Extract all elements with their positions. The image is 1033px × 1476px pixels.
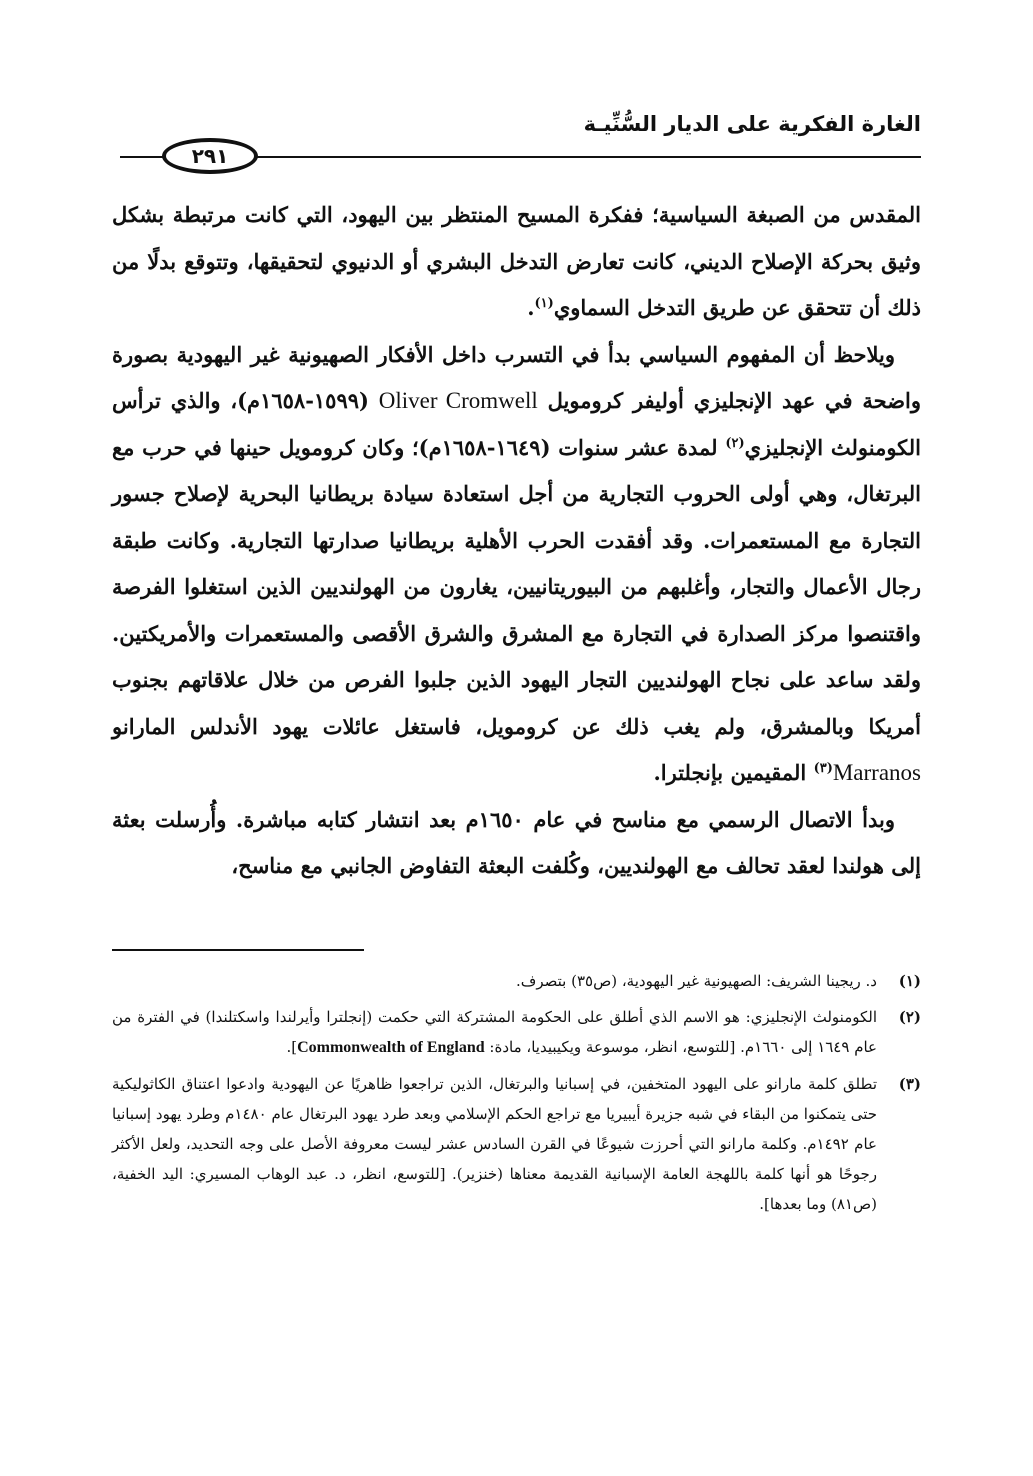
p1-text-a: المقدس من الصبغة السياسية؛ ففكرة المسيح المنتظر بين اليهود، التي كانت مرتبطة بشكل وثيق بحركة الإصلاح الديني، كانت تعارض التدخل البشري أو الدنيوي لتحقيقها، وتتوقع بدلًا من ذلك أن تتحقق عن طريق التدخل السماوي bbox=[112, 202, 921, 320]
footnote-2 bbox=[112, 1002, 921, 1063]
running-title: الغارة الفكرية على الديار السُّنِّيـة bbox=[583, 112, 921, 136]
p2-latin-name: Oliver Cromwell bbox=[378, 388, 538, 413]
p2-text-c: لمدة عشر سنوات (١٦٤٩-١٦٥٨م)؛ وكان كرومويل حينها في حرب مع البرتغال، وهي أولى الحروب التجارية من أجل استعادة سيادة بريطانيا البحرية لإصلاح جسور التجارة مع المستعمرات. وقد أفقدت الحرب الأهلية بريطانيا صدارتها التجارية. وكانت طبقة رجال الأعمال والتجار، وأغلبهم من البيوريتانيين، يغارون من الهولنديين الذين استغلوا الفرصة واقتنصوا مركز الصدارة في التجارة مع المشرق والشرق الأقصى والمستعمرات والأمريكتين. ولقد ساعد على نجاح الهولنديين التجار اليهود الذين جلبوا الفرص من خلال علاقاتهم بجنوب أمريكا وبالمشرق، ولم يغب ذلك عن كرومويل، فاستغل عائلات يهود الأندلس المارانو bbox=[112, 434, 921, 739]
p2-latin-marranos: Marranos bbox=[832, 760, 921, 785]
footnote-text: د. ريجينا الشريف: الصهيونية غير اليهودية، (ص٣٥) بتصرف. bbox=[516, 972, 877, 990]
p2-text-d: المقيمين بإنجلترا. bbox=[653, 760, 807, 785]
footnote-number: (٢) bbox=[898, 1008, 921, 1026]
footnotes bbox=[112, 966, 921, 1225]
footnote-2-end: ]. bbox=[286, 1038, 298, 1056]
footnote-text bbox=[112, 1002, 877, 1063]
page-number: ٢٩١ bbox=[162, 138, 258, 174]
footnote-2-body: الكومنولث الإنجليزي: هو الاسم الذي أطلق على الحكومة المشتركة التي حكمت (إنجلترا وأيرلندا واسكتلندا) في الفترة من عام ١٦٤٩ إلى ١٦٦٠م. [للتوسع، انظر، موسوعة ويكيبيديا، مادة: bbox=[112, 1008, 877, 1056]
p2-text-b: (١٥٩٩-١٦٥٨م)، والذي ترأس الكومنولث الإنجليزي bbox=[112, 388, 922, 460]
footnote-text: تطلق كلمة مارانو على اليهود المتخفين، في إسبانيا والبرتغال، الذين تراجعوا ظاهريًا عن اليهودية وادعوا اعتناق الكاثوليكية حتى يتمكنوا من البقاء في شبه جزيرة أيبيريا مع تراجع الحكم الإسلامي وبعد طرد يهود البرتغال عام ١٤٨٠م وطرد يهود إسبانيا عام ١٤٩٢م. وكلمة مارانو التي أحرزت شيوعًا في القرن السادس عشر ليست معروفة الأصل على وجه التحديد، ولعل الأكثر رجوحًا هو أنها كلمة باللهجة العامة الإسبانية القديمة معناها (خنزير). [للتوسع، انظر، د. عبد الوهاب المسيري: اليد الخفية، (ص٨١) وما بعدها]. bbox=[112, 1075, 877, 1213]
paragraph-1 bbox=[112, 192, 921, 332]
p1-text-b: . bbox=[527, 295, 535, 320]
paragraph-3: وبدأ الاتصال الرسمي مع مناسح في عام ١٦٥٠م بعد انتشار كتابه مباشرة. وأُرسلت بعثة إلى هولندا لعقد تحالف مع الهولنديين، وكُلفت البعثة التفاوض الجانبي مع مناسح، bbox=[112, 806, 921, 878]
main-text bbox=[112, 192, 921, 890]
footnote-ref-1: (١) bbox=[534, 296, 554, 311]
footnote-2-latin: Commonwealth of England bbox=[297, 1039, 485, 1056]
paragraph-2 bbox=[112, 332, 921, 797]
footnote-number: (١) bbox=[898, 972, 921, 990]
footnote-ref-3: (٣) bbox=[813, 761, 833, 776]
footnote-1 bbox=[112, 966, 921, 996]
footnote-number: (٣) bbox=[898, 1075, 921, 1093]
footnote-3 bbox=[112, 1069, 921, 1219]
footnote-rule bbox=[112, 949, 364, 951]
p2-text-a: ويلاحظ أن المفهوم السياسي بدأ في التسرب داخل الأفكار الصهيونية غير اليهودية بصورة واضحة في عهد الإنجليزي أوليفر كرومويل bbox=[112, 341, 922, 413]
footnote-ref-2: (٢) bbox=[725, 435, 745, 451]
